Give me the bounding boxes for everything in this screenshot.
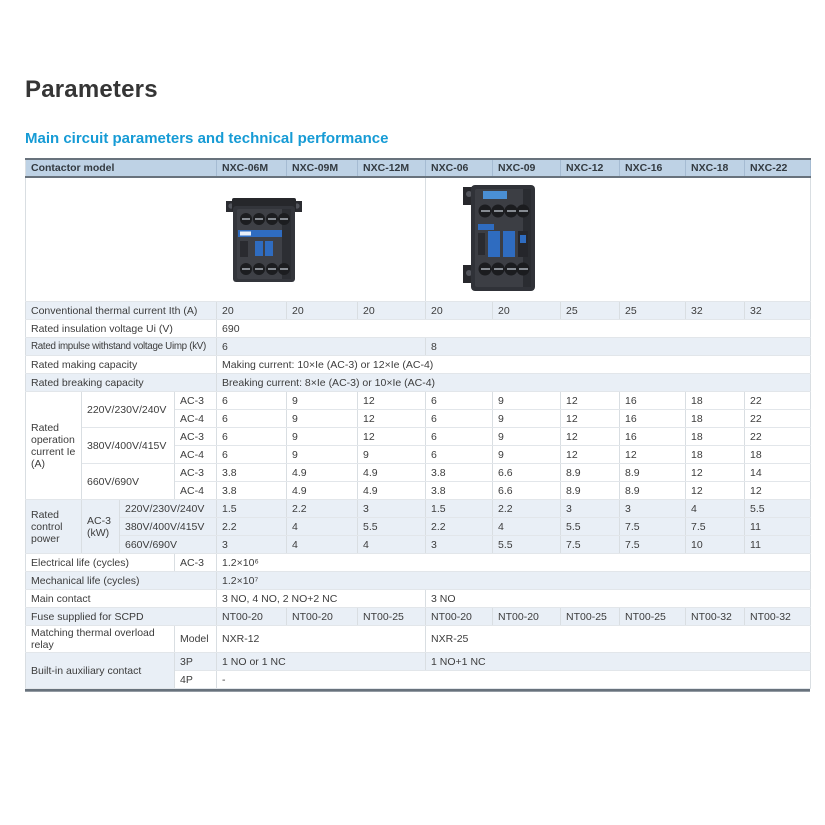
row-ie-380-ac3 <box>26 428 811 446</box>
row-aux-3p <box>26 653 811 671</box>
row-ie-220-ac3 <box>26 392 811 410</box>
table-header-row <box>26 159 811 177</box>
row-ie-220-ac4-cell-1: 6 <box>217 410 287 428</box>
product-photo-row-body <box>26 177 811 302</box>
row-ie-380-ac4-cell-3: 9 <box>358 446 426 464</box>
row-ie-380-ac4-cell-1: 6 <box>217 446 287 464</box>
row-power-220-cell-4: 2.2 <box>287 500 358 518</box>
row-power-660-cell-2: 4 <box>287 536 358 554</box>
row-thermal-current-cell-2: 20 <box>287 302 358 320</box>
row-ie-380-ac3-cell-5: 6 <box>426 428 493 446</box>
col-header-nxc-06m: NXC-06M <box>217 159 287 177</box>
row-ie-380-ac4-cell-0: AC-4 <box>175 446 217 464</box>
row-thermal-current-cell-5: 20 <box>493 302 561 320</box>
row-ie-660-ac4-cell-4: 3.8 <box>426 482 493 500</box>
row-ie-660-ac3 <box>26 464 811 482</box>
row-ie-220-ac3-cell-6: 6 <box>426 392 493 410</box>
row-fuse-scpd-cell-3: NT00-25 <box>358 608 426 626</box>
row-ie-380-ac4-cell-9: 18 <box>745 446 811 464</box>
row-electrical-life-cell-2: 1.2×10⁶ <box>217 554 811 572</box>
col-header-contactor-model: Contactor model <box>26 159 217 177</box>
row-power-220-cell-2: 220V/230V/240V <box>120 500 217 518</box>
row-ie-660-ac4-cell-9: 12 <box>745 482 811 500</box>
row-power-220-cell-8: 3 <box>561 500 620 518</box>
product-photo-row <box>26 177 811 302</box>
row-ie-220-ac3-cell-0: Rated operation current Ie (A) <box>26 392 82 500</box>
row-ie-660-ac3-cell-6: 6.6 <box>493 464 561 482</box>
row-power-220-cell-10: 4 <box>686 500 745 518</box>
page-content <box>25 0 810 692</box>
row-power-660-cell-8: 10 <box>686 536 745 554</box>
row-ie-380-ac3-cell-2: 6 <box>217 428 287 446</box>
mini-contactor-product-photo <box>222 188 306 288</box>
row-fuse-scpd-cell-2: NT00-20 <box>287 608 358 626</box>
row-main-contact <box>26 590 811 608</box>
col-header-nxc-22: NXC-22 <box>745 159 811 177</box>
row-ie-220-ac4-cell-8: 18 <box>686 410 745 428</box>
row-power-380-cell-8: 7.5 <box>686 518 745 536</box>
col-header-nxc-18: NXC-18 <box>686 159 745 177</box>
row-ie-380-ac4-cell-4: 6 <box>426 446 493 464</box>
row-ie-380-ac3-cell-4: 12 <box>358 428 426 446</box>
row-ie-660-ac4-cell-0: AC-4 <box>175 482 217 500</box>
row-ie-220-ac3-cell-7: 9 <box>493 392 561 410</box>
row-thermal-current-cell-8: 32 <box>686 302 745 320</box>
row-ie-220-ac3-cell-11: 22 <box>745 392 811 410</box>
row-power-660-cell-9: 11 <box>745 536 811 554</box>
row-insulation-voltage <box>26 320 811 338</box>
row-power-660 <box>26 536 811 554</box>
row-ie-220-ac4-cell-0: AC-4 <box>175 410 217 428</box>
row-insulation-voltage-cell-0: Rated insulation voltage Ui (V) <box>26 320 217 338</box>
row-ie-380-ac3-cell-9: 18 <box>686 428 745 446</box>
row-breaking-capacity-cell-1: Breaking current: 8×Ie (AC-3) or 10×Ie (AC-4) <box>217 374 811 392</box>
row-fuse-scpd-cell-9: NT00-32 <box>745 608 811 626</box>
row-power-380-cell-4: 2.2 <box>426 518 493 536</box>
row-ie-660-ac3-cell-0: 660V/690V <box>82 464 175 500</box>
row-aux-3p-cell-2: 1 NO or 1 NC <box>217 653 426 671</box>
row-impulse-voltage <box>26 338 811 356</box>
row-insulation-voltage-cell-1: 690 <box>217 320 811 338</box>
row-ie-380-ac3-cell-7: 12 <box>561 428 620 446</box>
row-aux-3p-cell-0: Built-in auxiliary contact <box>26 653 175 689</box>
row-ie-220-ac4-cell-3: 12 <box>358 410 426 428</box>
row-ie-660-ac3-cell-4: 4.9 <box>358 464 426 482</box>
row-power-380-cell-9: 11 <box>745 518 811 536</box>
row-ie-380-ac4-cell-5: 9 <box>493 446 561 464</box>
col-header-nxc-16: NXC-16 <box>620 159 686 177</box>
row-power-660-cell-3: 4 <box>358 536 426 554</box>
section-title: Main circuit parameters and technical performance <box>25 130 389 147</box>
row-power-660-cell-1: 3 <box>217 536 287 554</box>
row-overload-relay <box>26 626 811 653</box>
row-thermal-current-cell-9: 32 <box>745 302 811 320</box>
photo-cell-mini-series <box>217 177 426 302</box>
row-making-capacity-cell-1: Making current: 10×Ie (AC-3) or 12×Ie (AC-4) <box>217 356 811 374</box>
row-thermal-current-cell-3: 20 <box>358 302 426 320</box>
row-ie-220-ac3-cell-8: 12 <box>561 392 620 410</box>
row-mechanical-life-cell-0: Mechanical life (cycles) <box>26 572 217 590</box>
page-title: Parameters <box>25 76 158 103</box>
row-ie-220-ac3-cell-4: 9 <box>287 392 358 410</box>
row-power-220-cell-0: Rated control power <box>26 500 82 554</box>
row-power-660-cell-5: 5.5 <box>493 536 561 554</box>
row-impulse-voltage-cell-0: Rated impulse withstand voltage Uimp (kV) <box>26 338 217 356</box>
row-ie-660-ac4-cell-3: 4.9 <box>358 482 426 500</box>
row-breaking-capacity <box>26 374 811 392</box>
row-ie-660-ac4-cell-7: 8.9 <box>620 482 686 500</box>
row-ie-380-ac3-cell-10: 22 <box>745 428 811 446</box>
row-ie-220-ac3-cell-5: 12 <box>358 392 426 410</box>
row-ie-380-ac4-cell-7: 12 <box>620 446 686 464</box>
row-ie-220-ac4-cell-7: 16 <box>620 410 686 428</box>
row-overload-relay-cell-2: NXR-12 <box>217 626 426 653</box>
row-ie-220-ac4-cell-5: 9 <box>493 410 561 428</box>
row-power-660-cell-4: 3 <box>426 536 493 554</box>
row-fuse-scpd-cell-5: NT00-20 <box>493 608 561 626</box>
row-power-380-cell-3: 5.5 <box>358 518 426 536</box>
row-aux-4p-cell-1: - <box>217 671 811 689</box>
row-ie-380-ac3-cell-3: 9 <box>287 428 358 446</box>
row-ie-660-ac3-cell-8: 8.9 <box>620 464 686 482</box>
row-ie-220-ac3-cell-2: AC-3 <box>175 392 217 410</box>
row-impulse-voltage-cell-1: 6 <box>217 338 426 356</box>
row-ie-380-ac3-cell-0: 380V/400V/415V <box>82 428 175 464</box>
row-thermal-current <box>26 302 811 320</box>
row-electrical-life-cell-0: Electrical life (cycles) <box>26 554 175 572</box>
row-power-220-cell-11: 5.5 <box>745 500 811 518</box>
row-power-380-cell-2: 4 <box>287 518 358 536</box>
row-ie-660-ac3-cell-1: AC-3 <box>175 464 217 482</box>
col-header-nxc-06: NXC-06 <box>426 159 493 177</box>
row-thermal-current-cell-1: 20 <box>217 302 287 320</box>
row-power-380-cell-6: 5.5 <box>561 518 620 536</box>
row-ie-660-ac3-cell-2: 3.8 <box>217 464 287 482</box>
row-power-380-cell-1: 2.2 <box>217 518 287 536</box>
row-main-contact-cell-2: 3 NO <box>426 590 811 608</box>
row-fuse-scpd-cell-7: NT00-25 <box>620 608 686 626</box>
row-thermal-current-cell-0: Conventional thermal current Ith (A) <box>26 302 217 320</box>
row-ie-380-ac3-cell-6: 9 <box>493 428 561 446</box>
row-ie-660-ac4-cell-2: 4.9 <box>287 482 358 500</box>
row-thermal-current-cell-4: 20 <box>426 302 493 320</box>
row-making-capacity-cell-0: Rated making capacity <box>26 356 217 374</box>
row-ie-220-ac3-cell-9: 16 <box>620 392 686 410</box>
row-thermal-current-cell-6: 25 <box>561 302 620 320</box>
standard-contactor-product-photo <box>461 179 543 297</box>
row-ie-660-ac3-cell-5: 3.8 <box>426 464 493 482</box>
row-aux-3p-cell-3: 1 NO+1 NC <box>426 653 811 671</box>
row-power-220-cell-5: 3 <box>358 500 426 518</box>
row-fuse-scpd-cell-6: NT00-25 <box>561 608 620 626</box>
row-ie-660-ac4-cell-6: 8.9 <box>561 482 620 500</box>
row-electrical-life-cell-1: AC-3 <box>175 554 217 572</box>
row-ie-660-ac4-cell-5: 6.6 <box>493 482 561 500</box>
row-power-660-cell-6: 7.5 <box>561 536 620 554</box>
row-fuse-scpd <box>26 608 811 626</box>
row-ie-660-ac4-cell-8: 12 <box>686 482 745 500</box>
row-ie-380-ac4-cell-2: 9 <box>287 446 358 464</box>
row-ie-220-ac3-cell-10: 18 <box>686 392 745 410</box>
row-aux-3p-cell-1: 3P <box>175 653 217 671</box>
row-power-380-cell-7: 7.5 <box>620 518 686 536</box>
row-power-220-cell-3: 1.5 <box>217 500 287 518</box>
col-header-nxc-09m: NXC-09M <box>287 159 358 177</box>
row-overload-relay-cell-0: Matching thermal overload relay <box>26 626 175 653</box>
row-electrical-life <box>26 554 811 572</box>
row-overload-relay-cell-1: Model <box>175 626 217 653</box>
row-power-660-cell-0: 660V/690V <box>120 536 217 554</box>
row-mechanical-life-cell-1: 1.2×10⁷ <box>217 572 811 590</box>
row-fuse-scpd-cell-8: NT00-32 <box>686 608 745 626</box>
row-ie-220-ac4-cell-6: 12 <box>561 410 620 428</box>
row-ie-220-ac3-cell-1: 220V/230V/240V <box>82 392 175 428</box>
row-power-220-cell-1: AC-3 (kW) <box>82 500 120 554</box>
col-header-nxc-12: NXC-12 <box>561 159 620 177</box>
col-header-nxc-12m: NXC-12M <box>358 159 426 177</box>
row-power-380-cell-0: 380V/400V/415V <box>120 518 217 536</box>
col-header-nxc-09: NXC-09 <box>493 159 561 177</box>
table-bottom-rule <box>25 689 810 692</box>
row-ie-220-ac4-cell-2: 9 <box>287 410 358 428</box>
row-breaking-capacity-cell-0: Rated breaking capacity <box>26 374 217 392</box>
parameters-table <box>25 158 811 689</box>
row-power-660-cell-7: 7.5 <box>620 536 686 554</box>
row-ie-660-ac4-cell-1: 3.8 <box>217 482 287 500</box>
row-thermal-current-cell-7: 25 <box>620 302 686 320</box>
row-ie-220-ac3-cell-3: 6 <box>217 392 287 410</box>
row-ie-220-ac4-cell-4: 6 <box>426 410 493 428</box>
row-ie-380-ac4-cell-8: 18 <box>686 446 745 464</box>
spec-rows-body <box>26 302 811 689</box>
row-fuse-scpd-cell-0: Fuse supplied for SCPD <box>26 608 217 626</box>
row-ie-380-ac4-cell-6: 12 <box>561 446 620 464</box>
row-power-380 <box>26 518 811 536</box>
row-fuse-scpd-cell-4: NT00-20 <box>426 608 493 626</box>
row-ie-660-ac3-cell-7: 8.9 <box>561 464 620 482</box>
row-ie-380-ac3-cell-8: 16 <box>620 428 686 446</box>
row-ie-660-ac3-cell-10: 14 <box>745 464 811 482</box>
row-main-contact-cell-0: Main contact <box>26 590 217 608</box>
row-ie-660-ac3-cell-9: 12 <box>686 464 745 482</box>
row-power-380-cell-5: 4 <box>493 518 561 536</box>
row-power-220-cell-9: 3 <box>620 500 686 518</box>
row-ie-220-ac4-cell-9: 22 <box>745 410 811 428</box>
row-ie-380-ac3-cell-1: AC-3 <box>175 428 217 446</box>
row-power-220-cell-7: 2.2 <box>493 500 561 518</box>
row-aux-4p-cell-0: 4P <box>175 671 217 689</box>
row-overload-relay-cell-3: NXR-25 <box>426 626 811 653</box>
photo-row-spacer <box>26 177 217 302</box>
row-ie-660-ac3-cell-3: 4.9 <box>287 464 358 482</box>
photo-cell-standard-series <box>426 177 811 302</box>
row-impulse-voltage-cell-2: 8 <box>426 338 811 356</box>
row-mechanical-life <box>26 572 811 590</box>
row-fuse-scpd-cell-1: NT00-20 <box>217 608 287 626</box>
row-power-220 <box>26 500 811 518</box>
row-making-capacity <box>26 356 811 374</box>
row-power-220-cell-6: 1.5 <box>426 500 493 518</box>
row-main-contact-cell-1: 3 NO, 4 NO, 2 NO+2 NC <box>217 590 426 608</box>
